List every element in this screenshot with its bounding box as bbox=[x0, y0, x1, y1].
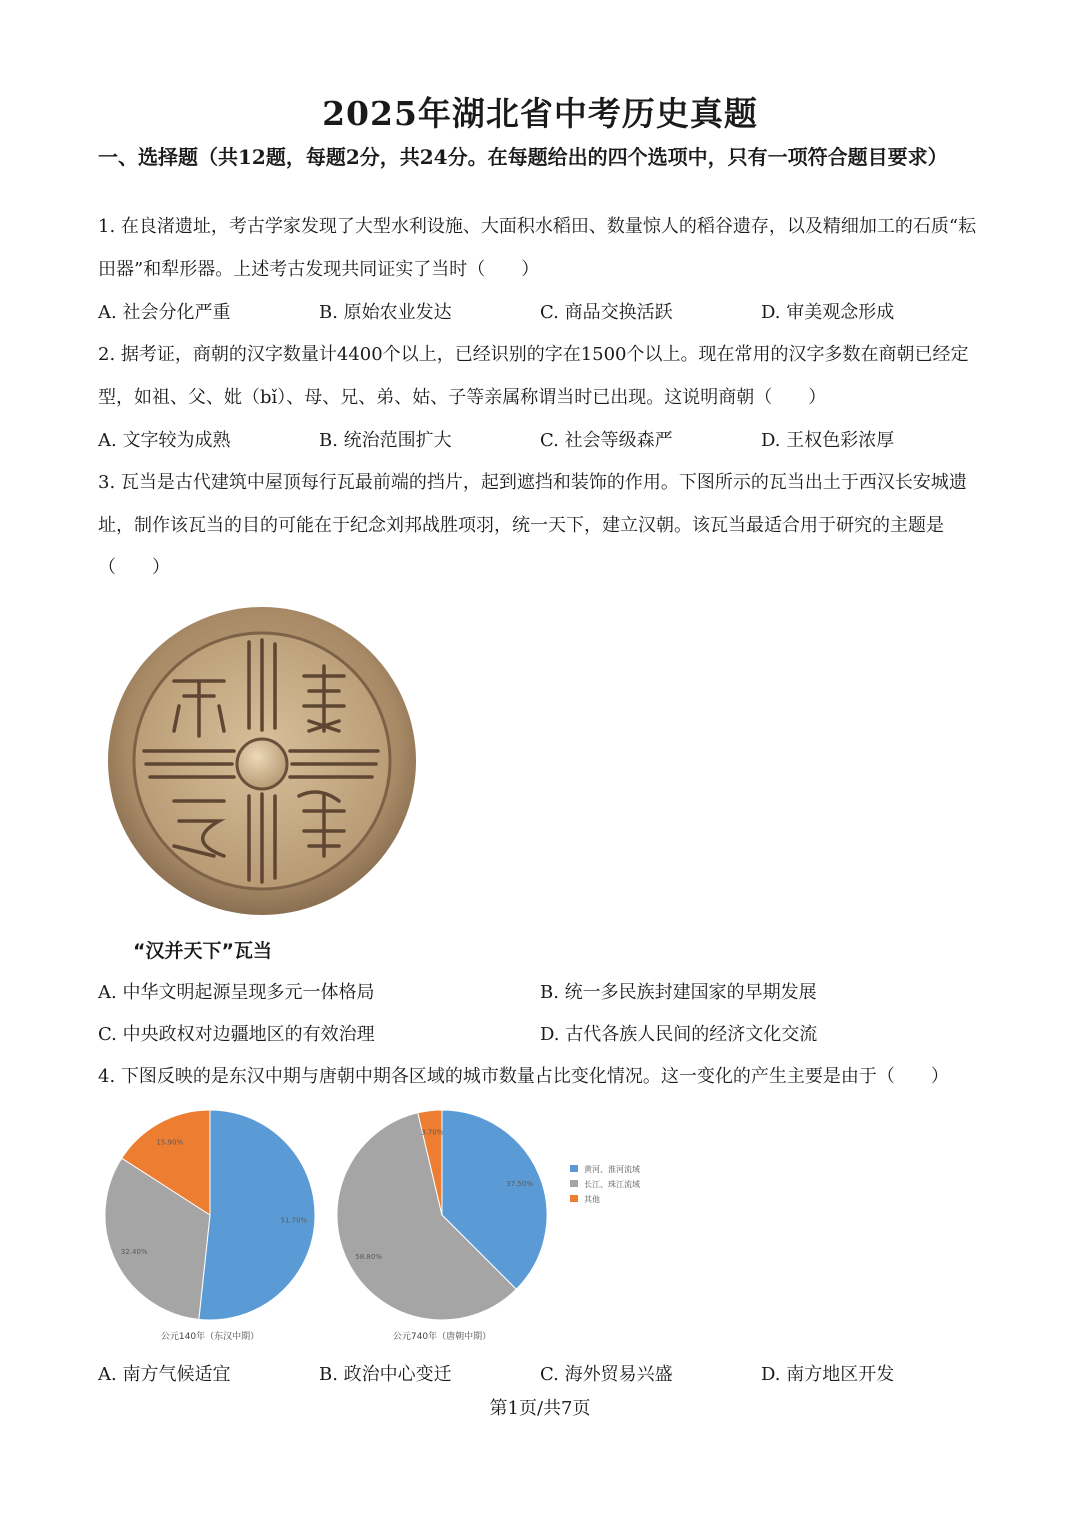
option-b[interactable]: B. 原始农业发达 bbox=[319, 302, 452, 323]
legend-swatch-yangtze-pearl bbox=[570, 1180, 578, 1187]
pie-chart-eastern-han bbox=[105, 1110, 315, 1320]
option-b[interactable]: B. 统治范围扩大 bbox=[319, 430, 452, 451]
option-b[interactable]: B. 政治中心变迁 bbox=[319, 1364, 452, 1385]
pie-data-label-yangtze-pearl: 58.80% bbox=[355, 1252, 382, 1261]
pie-slice-yellow-huai bbox=[199, 1110, 315, 1320]
question-3-stem: 3. 瓦当是古代建筑中屋顶每行瓦最前端的挡片，起到遮挡和装饰的作用。下图所示的瓦当出土于西汉长安城遗址，制作该瓦当的目的可能在于纪念刘邦战胜项羽，统一天下，建立汉朝。该瓦当最适合用于研究的主题是（ ） bbox=[98, 472, 967, 578]
page-title: 2025年湖北省中考历史真题 bbox=[322, 94, 758, 133]
legend-label-yangtze-pearl: 长江、珠江流域 bbox=[584, 1180, 640, 1189]
chart-title-eastern-han: 公元140年（东汉中期） bbox=[160, 1332, 260, 1342]
question-3-options-row-1 bbox=[98, 978, 988, 1008]
option-d[interactable]: D. 南方地区开发 bbox=[761, 1364, 895, 1385]
chart-legend bbox=[570, 1164, 640, 1204]
pie-data-label-yellow-huai: 37.50% bbox=[506, 1179, 533, 1188]
chart-title-tang: 公元740年（唐朝中期） bbox=[392, 1332, 492, 1342]
option-d[interactable]: D. 古代各族人民间的经济文化交流 bbox=[540, 1024, 818, 1045]
question-1-options bbox=[98, 298, 988, 328]
legend-swatch-other bbox=[570, 1195, 578, 1202]
option-c[interactable]: C. 中央政权对边疆地区的有效治理 bbox=[98, 1024, 375, 1045]
pie-data-label-yellow-huai: 51.70% bbox=[280, 1216, 308, 1225]
option-a[interactable]: A. 南方气候适宜 bbox=[98, 1364, 231, 1385]
question-4-options bbox=[98, 1360, 988, 1390]
question-2-options bbox=[98, 426, 988, 456]
option-a[interactable]: A. 中华文明起源呈现多元一体格局 bbox=[98, 982, 375, 1003]
city-share-pie-charts bbox=[100, 1105, 680, 1350]
option-c[interactable]: C. 社会等级森严 bbox=[540, 430, 673, 451]
pie-chart-tang bbox=[337, 1110, 547, 1320]
option-c[interactable]: C. 海外贸易兴盛 bbox=[540, 1364, 673, 1385]
question-4-stem: 4. 下图反映的是东汉中期与唐朝中期各区域的城市数量占比变化情况。这一变化的产生主要是由于（ ） bbox=[98, 1066, 949, 1087]
legend-swatch-yellow-huai bbox=[570, 1165, 578, 1172]
question-3-options-row-2 bbox=[98, 1020, 988, 1050]
option-b[interactable]: B. 统一多民族封建国家的早期发展 bbox=[540, 982, 817, 1003]
page-footer: 第1页/共7页 bbox=[489, 1398, 591, 1419]
option-a[interactable]: A. 社会分化严重 bbox=[98, 302, 231, 323]
option-a[interactable]: A. 文字较为成熟 bbox=[98, 430, 231, 451]
pie-data-label-yangtze-pearl: 32.40% bbox=[120, 1248, 148, 1257]
option-d[interactable]: D. 王权色彩浓厚 bbox=[761, 430, 895, 451]
question-1-stem: 1. 在良渚遗址，考古学家发现了大型水利设施、大面积水稻田、数量惊人的稻谷遗存，以及精细加工的石质“耘田器”和犁形器。上述考古发现共同证实了当时（ ） bbox=[98, 216, 977, 280]
section-heading: 一、选择题（共12题，每题2分，共24分。在每题给出的四个选项中，只有一项符合题目要求） bbox=[98, 145, 948, 169]
figure-caption: “汉并天下”瓦当 bbox=[133, 940, 272, 962]
legend-label-yellow-huai: 黄河、淮河流域 bbox=[584, 1165, 640, 1174]
wadang-tile-image bbox=[104, 606, 420, 918]
option-c[interactable]: C. 商品交换活跃 bbox=[540, 302, 673, 323]
pie-data-label-other: 3.70% bbox=[421, 1128, 444, 1137]
legend-label-other: 其他 bbox=[584, 1195, 600, 1204]
pie-data-label-other: 15.90% bbox=[156, 1138, 184, 1147]
option-d[interactable]: D. 审美观念形成 bbox=[761, 302, 895, 323]
question-2-stem: 2. 据考证，商朝的汉字数量计4400个以上，已经识别的字在1500个以上。现在常用的汉字多数在商朝已经定型，如祖、父、妣（bǐ）、母、兄、弟、姑、子等亲属称谓当时已出现。这说明商朝（ ） bbox=[98, 344, 969, 408]
